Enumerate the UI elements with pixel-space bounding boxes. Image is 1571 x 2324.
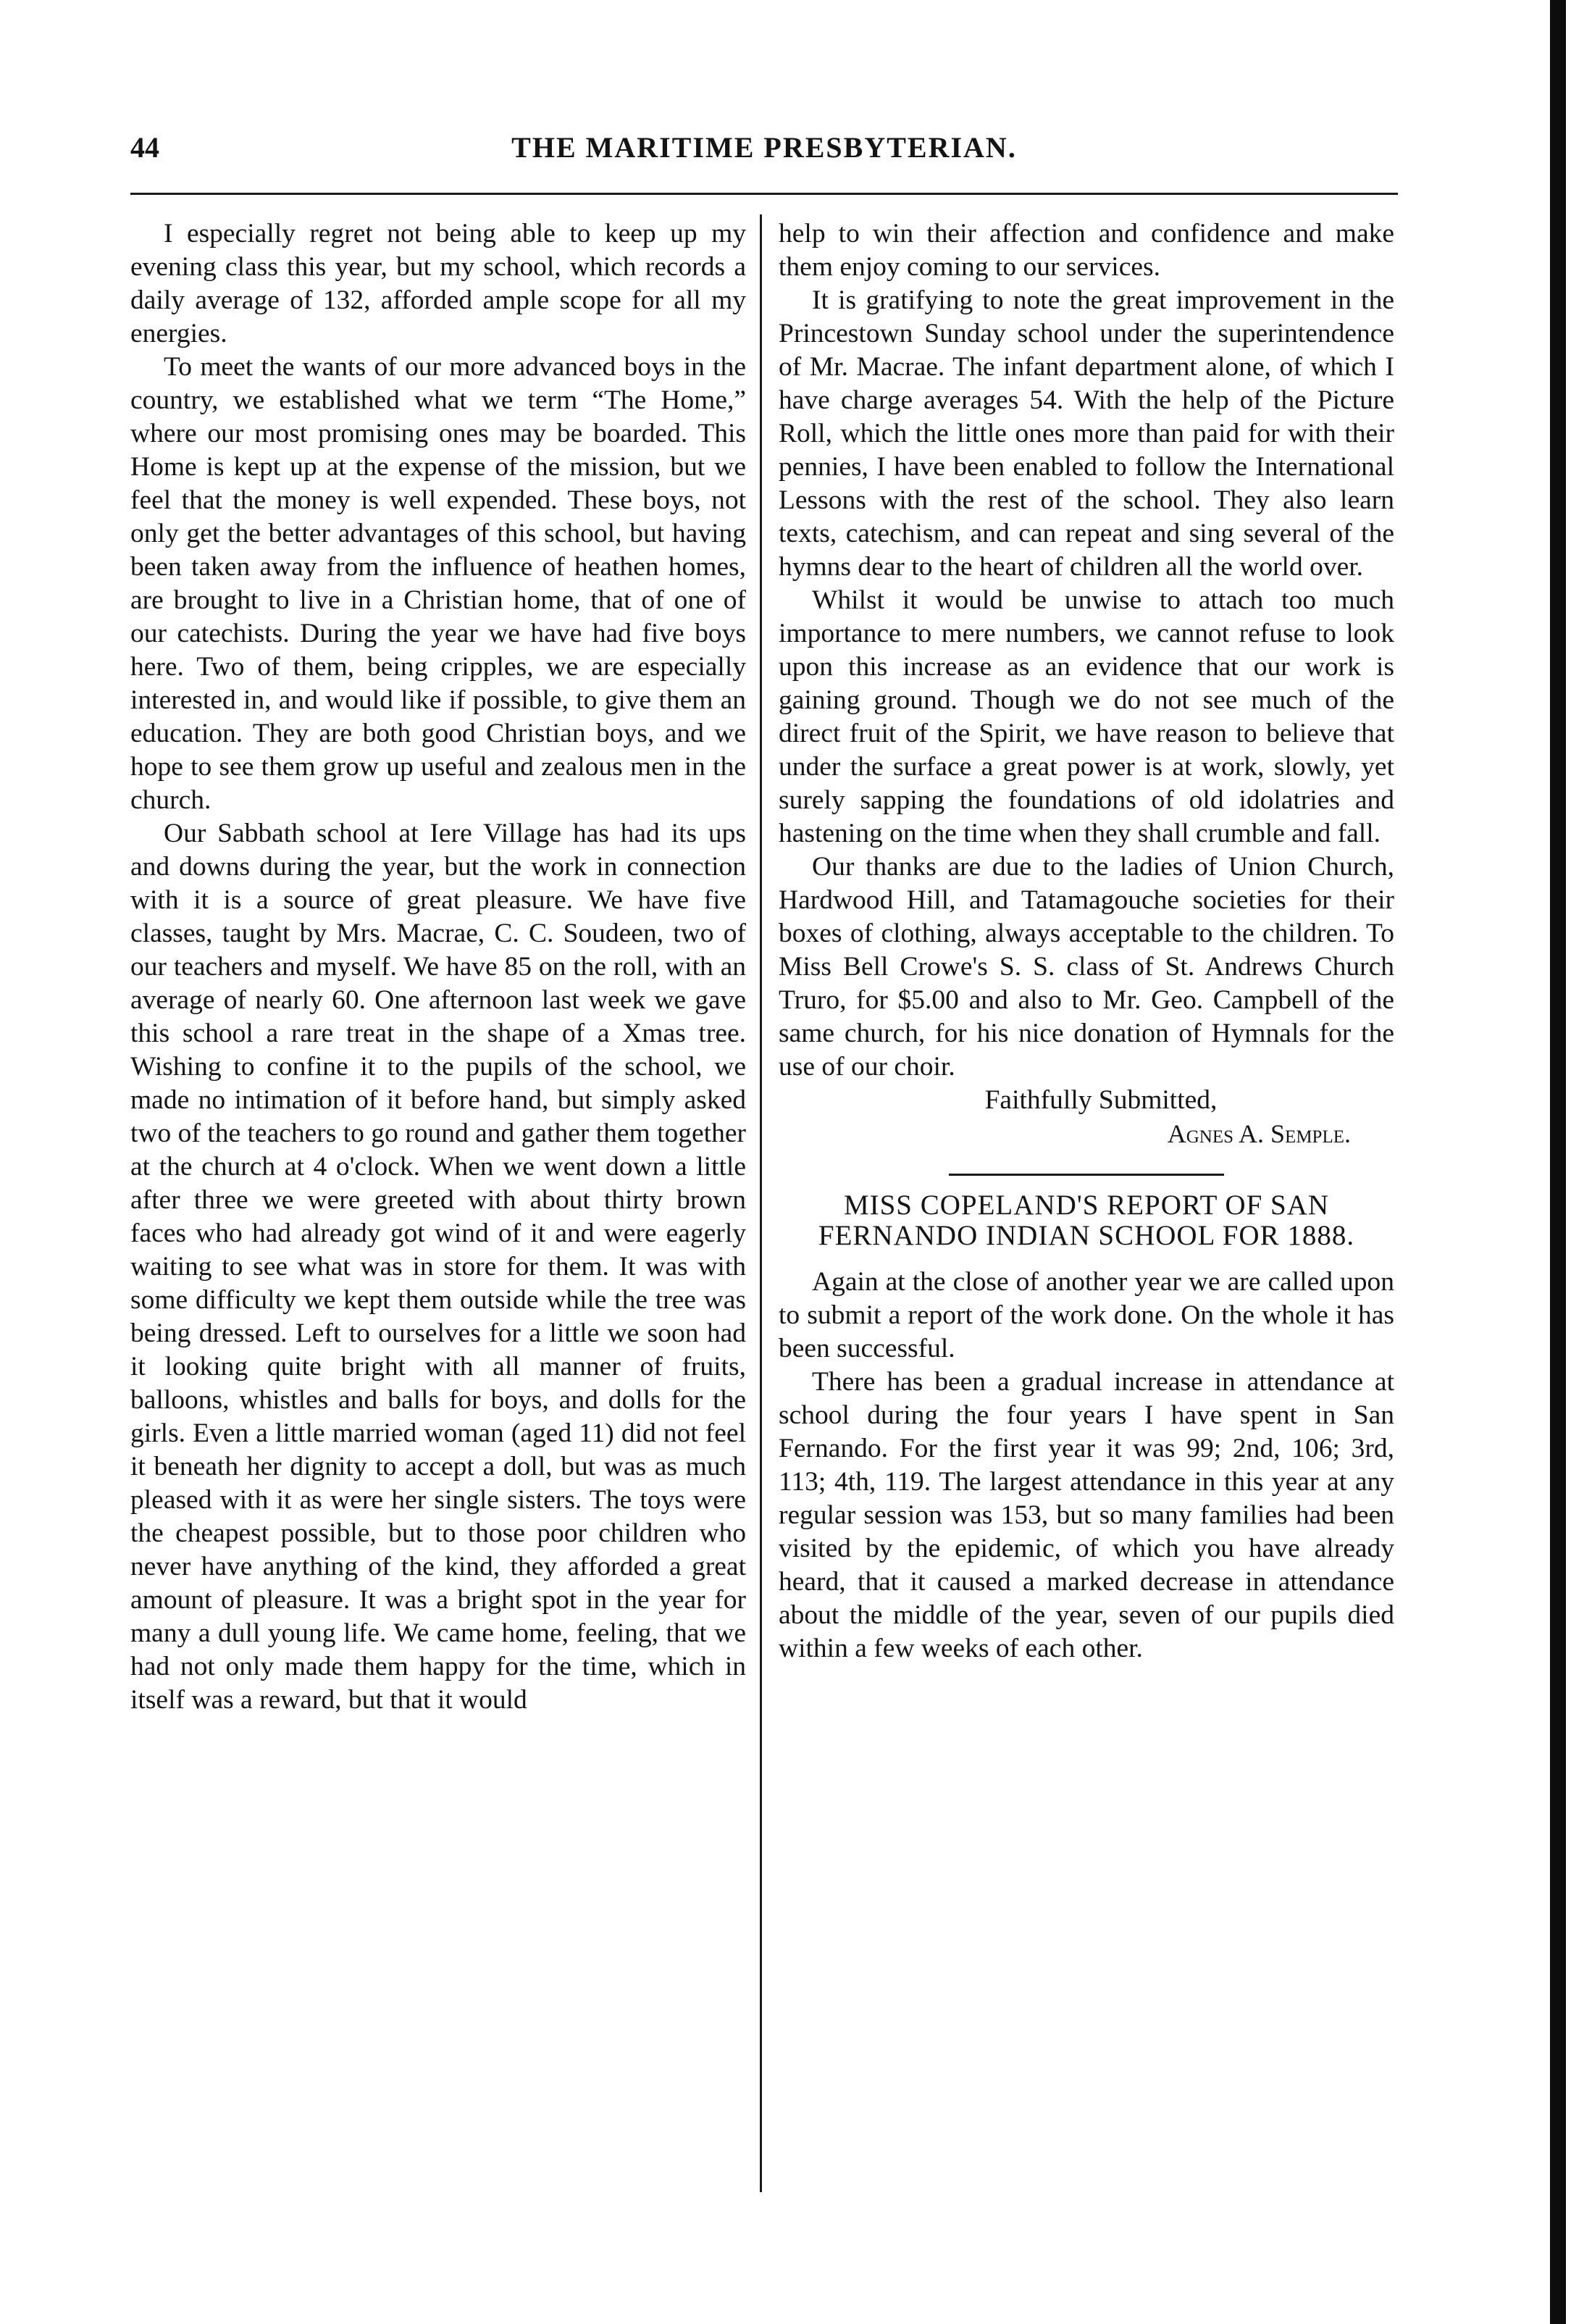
header-rule: [130, 193, 1398, 195]
paragraph: Again at the close of another year we are called upon to submit a report of the work done. On the whole it has been successful.: [779, 1267, 1394, 1363]
paragraph: Our Sabbath school at Iere Village has had its ups and downs during the year, but the work in connection with it is a source of great pleasure. We have five classes, taught by Mrs. Macrae, C. C. Soudeen, two of our teachers and myself. We have 85 on the roll, with an average of nearly 60. One afternoon last week we gave this school a rare treat in the shape of a Xmas tree. Wishing to confine it to the pupils of the school, we made no intimation of it before hand, but simply asked two of the teachers to go round and gather them together at the church at 4 o'clock. When we went down a little after three we were greeted with about thirty brown faces who had already got wind of it and were eagerly waiting to see what was in store for them. It was with some difficulty we kept them outside while the tree was being dressed. Left to ourselves for a little we soon had it looking quite bright with all manner of fruits, balloons, whistles and balls for boys, and dolls for the girls. Even a little married woman (aged 11) did not feel it beneath her dignity to accept a doll, but was as much pleased with it as were her single sisters. The toys were the cheapest possible, but to those poor children who never have anything of the kind, they afforded a great amount of pleasure. It was a bright spot in the year for many a dull young life. We came home, feeling, that we had not only made them happy for the time, which in itself was a reward, but that it would: [130, 819, 746, 1715]
running-title: THE MARITIME PRESBYTERIAN.: [511, 131, 1017, 164]
page-number: 44: [130, 131, 159, 164]
section-rule: [949, 1174, 1224, 1176]
right-column: [779, 217, 1394, 1665]
paragraph: help to win their affection and confidence and make them enjoy coming to our services.: [779, 219, 1394, 282]
column-divider: [760, 214, 762, 2192]
signature: Agnes A. Semple.: [1167, 1119, 1351, 1148]
left-column: [130, 217, 746, 1717]
paragraph: Our thanks are due to the ladies of Union Church, Hardwood Hill, and Tatamagouche societies for their boxes of clothing, always acceptable to the children. To Miss Bell Crowe's S. S. class of St. Andrews Church Truro, for $5.00 and also to Mr. Geo. Campbell of the same church, for his nice donation of Hymnals for the use of our choir.: [779, 852, 1394, 1082]
closing-line: Faithfully Submitted,: [984, 1085, 1218, 1115]
scan-edge-bar: [1550, 0, 1566, 2324]
page-header: [130, 130, 1398, 181]
paragraph: Whilst it would be unwise to attach too much importance to mere numbers, we cannot refuse to look upon this increase as an evidence that our work is gaining ground. Though we do not see much of the direct fruit of the Spirit, we have reason to believe that under the surface a great power is at work, slowly, yet surely sapping the foundations of old idolatries and hastening on the time when they shall crumble and fall.: [779, 585, 1394, 848]
paragraph: There has been a gradual increase in attendance at school during the four years I have spent in San Fernando. For the first year it was 99; 2nd, 106; 3rd, 113; 4th, 119. The largest attendance in this year at any regular session was 153, but so many families had been visited by the epidemic, of which you have already heard, that it caused a marked decrease in attendance about the middle of the year, seven of our pupils died within a few weeks of each other.: [779, 1367, 1394, 1663]
paragraph: To meet the wants of our more advanced boys in the country, we established what we term “The Home,” where our most promising ones may be boarded. This Home is kept up at the expense of the mission, but we feel that the money is well expended. These boys, not only get the better advantages of this school, but having been taken away from the influence of heathen homes, are brought to live in a Christian home, that of one of our catechists. During the year we have had five boys here. Two of them, being cripples, we are especially interested in, and would like if possible, to give them an education. They are both good Christian boys, and we hope to see them grow up useful and zealous men in the church.: [130, 352, 746, 815]
paragraph: I especially regret not being able to keep up my evening class this year, but my school, which records a daily average of 132, afforded ample scope for all my energies.: [130, 219, 746, 348]
paragraph: It is gratifying to note the great improvement in the Princestown Sunday school under the superintendence of Mr. Macrae. The infant department alone, of which I have charge averages 54. With the help of the Picture Roll, which the little ones more than paid for with their pennies, I have been enabled to follow the International Lessons with the rest of the school. They also learn texts, catechism, and can repeat and sing several of the hymns dear to the heart of children all the world over.: [779, 285, 1394, 582]
section-heading: MISS COPELAND'S REPORT OF SAN FERNANDO INDIAN SCHOOL FOR 1888.: [818, 1190, 1355, 1251]
